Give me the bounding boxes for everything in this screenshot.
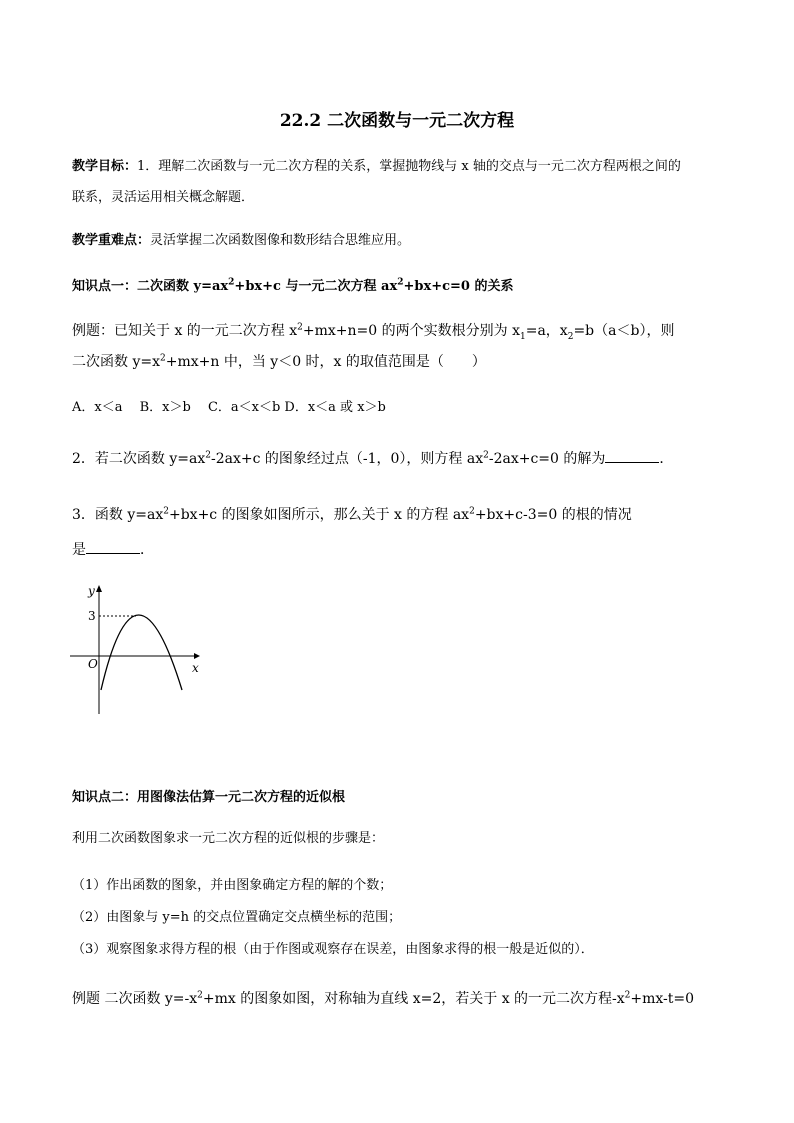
key-points-text: 灵活掌握二次函数图像和数形结合思维应用。: [150, 233, 411, 248]
kp1-heading: [72, 277, 513, 297]
parabola-graph: [64, 580, 214, 720]
q3-end: ．: [140, 542, 154, 558]
q2-answer-blank[interactable]: [605, 450, 659, 463]
q2-sup-1: 2: [205, 450, 211, 461]
example1-line-1: [72, 321, 674, 341]
q3-part-c: +bx+c-3=0 的根的情况: [474, 507, 632, 523]
q3-sup-1: 2: [163, 506, 169, 517]
key-points-label: 教学重难点：: [72, 233, 151, 248]
ex1-line2-part-b: +mx+n 中，当 y＜0 时，x 的取值范围是（ ）: [165, 354, 486, 370]
kp2-intro: 利用二次函数图象求一元二次方程的近似根的步骤是：: [72, 831, 385, 846]
key-points: [72, 231, 410, 251]
q3-part-a: 3．函数 y=ax: [72, 507, 164, 523]
x-axis-arrow: [194, 653, 200, 659]
x-axis-label: x: [192, 661, 199, 675]
ex1-line2-part-a: 二次函数 y=x: [72, 354, 160, 370]
example1-options: A．x＜a B．x＞b C．a＜x＜b D．x＜a 或 x＞b: [72, 400, 386, 415]
ex1-part-c: =a，x: [525, 323, 568, 339]
q3-line2-text: 是: [72, 542, 86, 558]
objectives-line-1: [72, 157, 681, 177]
ex2-sup-1: 2: [197, 990, 203, 1001]
ex2-part-b: +mx 的图象如图，对称轴为直线 x=2，若关于 x 的一元二次方程-x: [202, 991, 625, 1007]
question-2: [72, 449, 673, 469]
origin-label: O: [88, 657, 98, 671]
kp1-heading-part-b: +bx+c 与一元二次方程 ax: [234, 279, 398, 294]
objectives-label: 教学目标：: [72, 159, 138, 174]
ex1-part-a: 例题：已知关于 x 的一元二次方程 x: [72, 323, 298, 339]
kp2-step-1: （1）作出函数的图象，并由图象确定方程的解的个数；: [72, 878, 393, 893]
q2-part-c: -2ax+c=0 的解为: [488, 451, 606, 467]
ex2-sup-2: 2: [624, 990, 631, 1001]
example1-line-2: [72, 352, 486, 372]
ex2-part-c: +mx-t=0: [630, 991, 695, 1007]
q3-sup-2: 2: [469, 506, 475, 517]
ex1-part-b: +mx+n=0 的两个实数根分别为 x: [302, 323, 520, 339]
kp2-step-3: （3）观察图象求得方程的根（由于作图或观察存在误差，由图象求得的根一般是近似的）．: [72, 942, 594, 957]
q2-part-a: 2．若二次函数 y=ax: [72, 451, 206, 467]
q2-part-b: -2ax+c 的图象经过点（-1，0），则方程 ax: [210, 451, 484, 467]
example2-line-1: [72, 989, 694, 1009]
kp2-heading: 知识点二：用图像法估算一元二次方程的近似根: [72, 790, 346, 805]
kp2-step-2: （2）由图象与 y=h 的交点位置确定交点横坐标的范围；: [72, 910, 402, 925]
ex1-part-d: =b（a＜b），则: [573, 323, 675, 339]
kp1-sup-1: 2: [228, 277, 235, 288]
max-value-label: 3: [88, 609, 96, 623]
kp1-sup-2: 2: [397, 277, 404, 288]
ex1-line2-sup: 2: [160, 353, 166, 364]
ex1-sup: 2: [297, 322, 303, 333]
question-3-line-2: [72, 540, 154, 560]
question-3-line-1: [72, 505, 632, 525]
y-axis-label: y: [88, 584, 95, 598]
q2-sup-2: 2: [483, 450, 489, 461]
ex1-sub-1: 1: [519, 331, 526, 342]
ex1-sub-2: 2: [567, 331, 574, 342]
objectives-text-1: 1．理解二次函数与一元二次方程的关系，掌握抛物线与 x 轴的交点与一元二次方程两根之间的: [137, 159, 681, 174]
q3-part-b: +bx+c 的图象如图所示，那么关于 x 的方程 ax: [168, 507, 470, 523]
q2-end: ．: [659, 451, 674, 467]
ex2-part-a: 例题 二次函数 y=-x: [72, 991, 198, 1007]
parabola-curve: [101, 615, 182, 690]
q3-answer-blank[interactable]: [86, 541, 140, 554]
objectives-line-2: 联系，灵活运用相关概念解题．: [72, 190, 255, 205]
y-axis-arrow: [96, 585, 102, 592]
kp1-heading-part-a: 知识点一：二次函数 y=ax: [72, 279, 229, 294]
page-title: 22.2 二次函数与一元二次方程: [279, 111, 515, 131]
kp1-heading-part-c: +bx+c=0 的关系: [403, 279, 514, 294]
